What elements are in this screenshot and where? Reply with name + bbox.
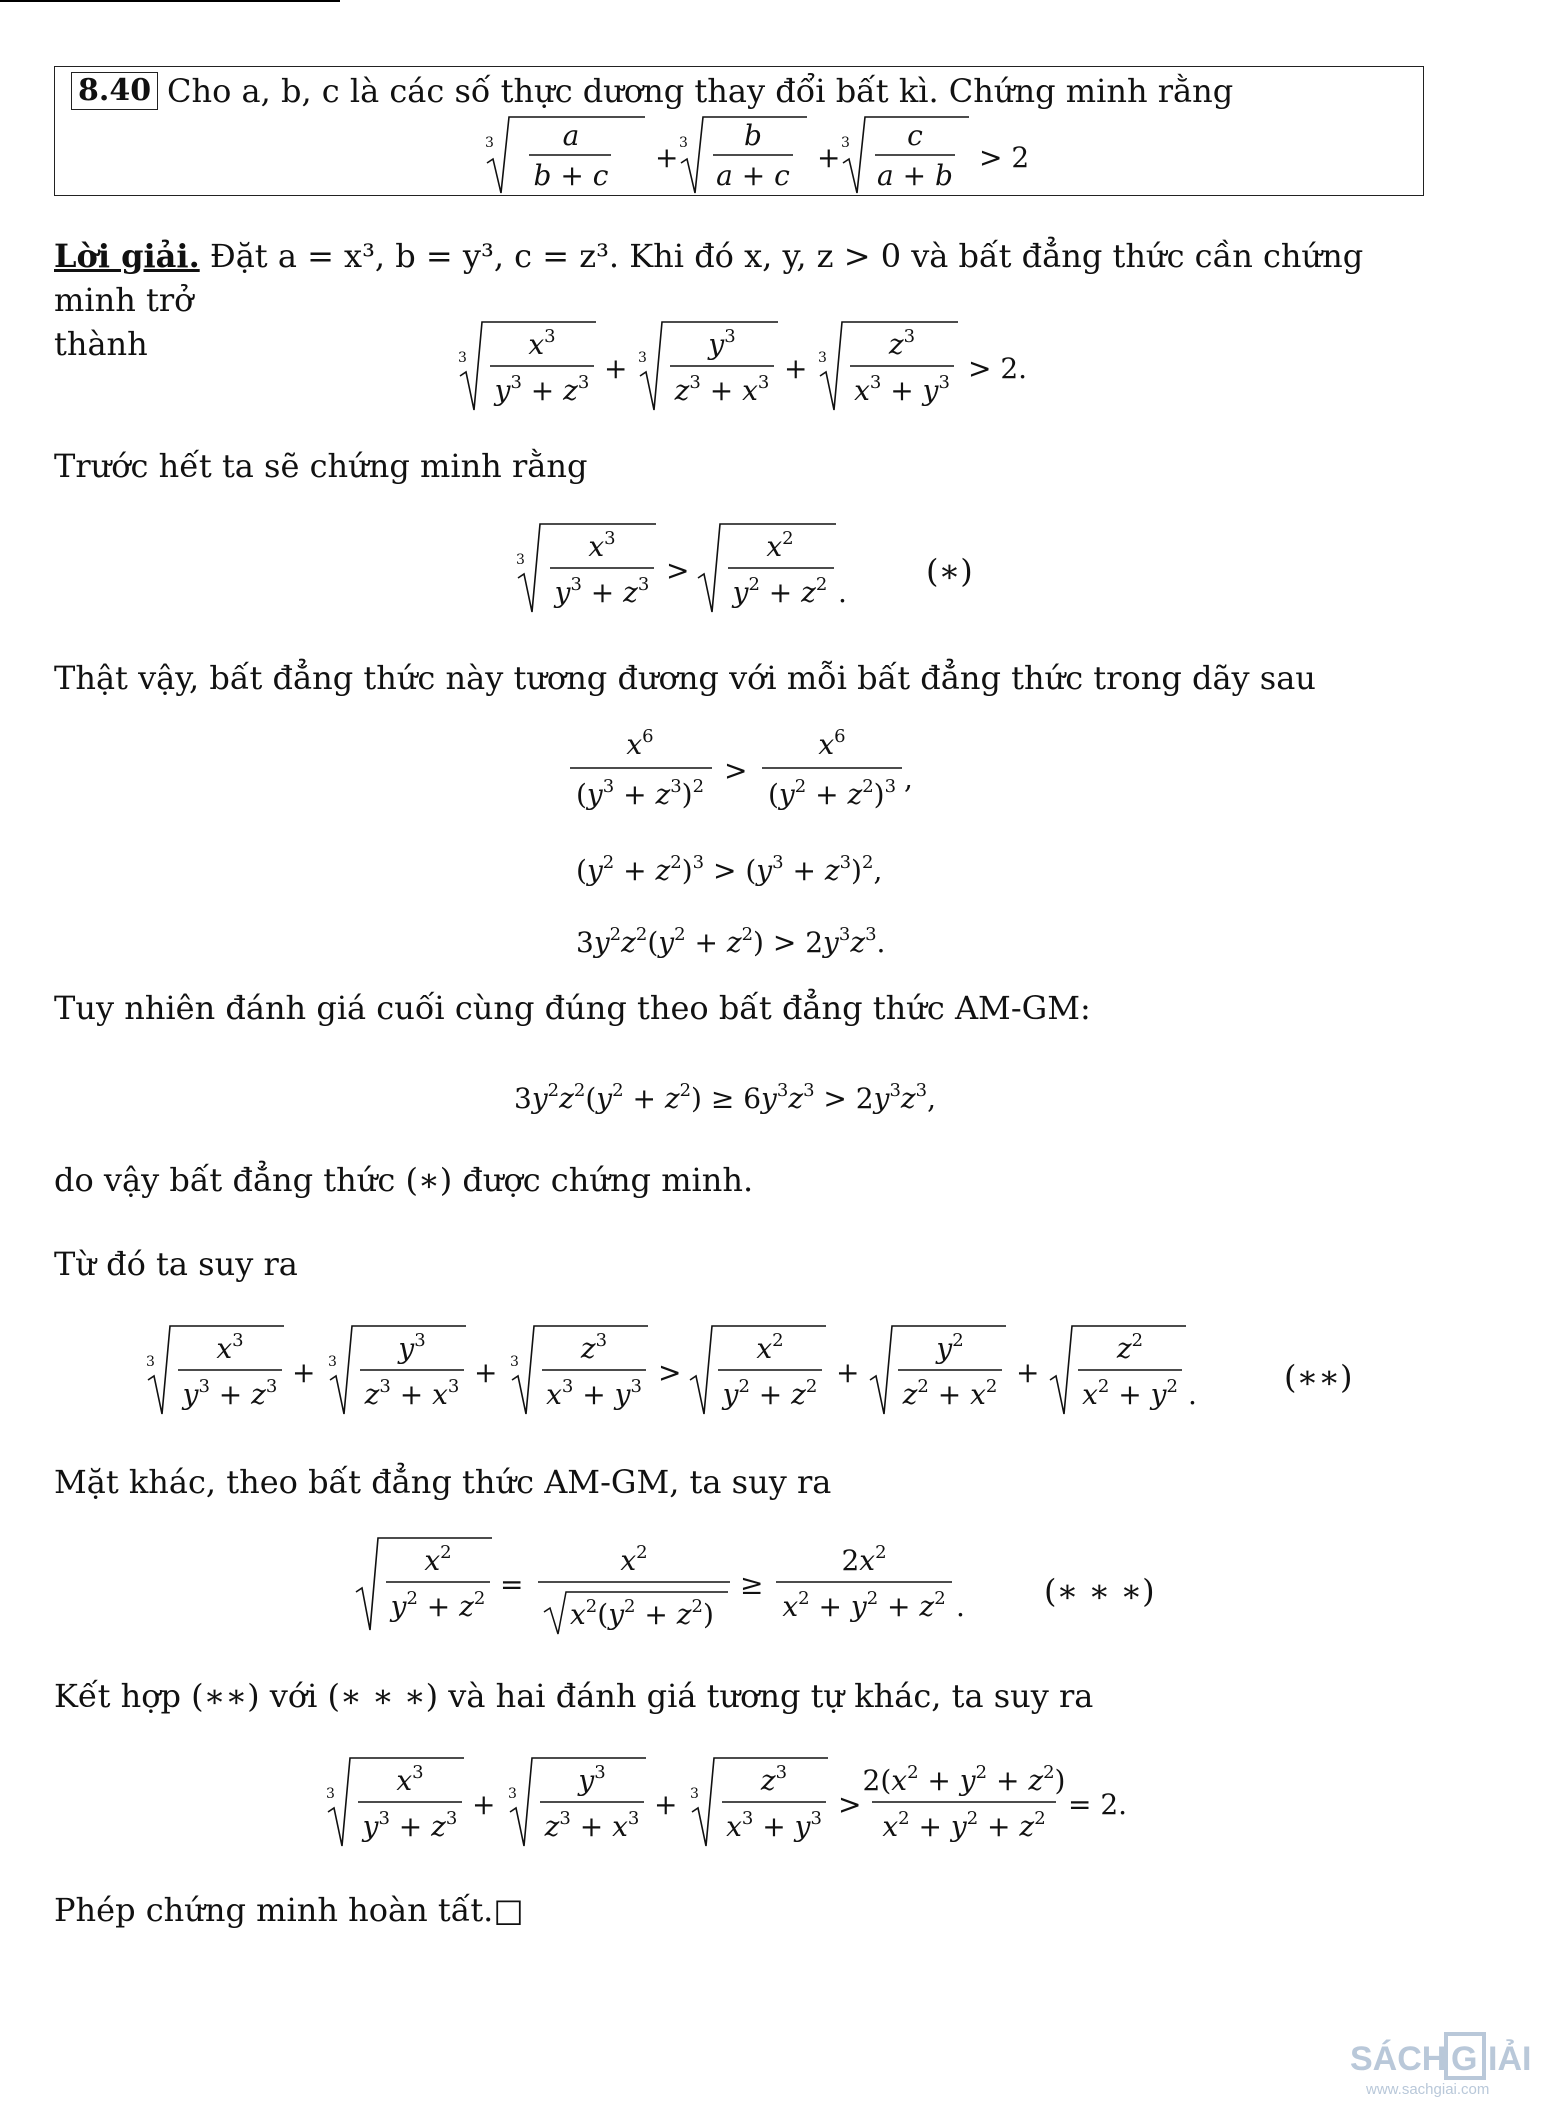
- svg-text:x6: $x^6$: [818, 726, 846, 761]
- svg-text:> 2: > 2: [979, 141, 1030, 174]
- problem-box: [54, 66, 1424, 196]
- svg-text:2x2: $2x^2$: [841, 1542, 887, 1577]
- svg-text:>: >: [658, 1356, 682, 1389]
- svg-text:x3: $x^3$: [216, 1330, 244, 1365]
- svg-text:3: 3: [841, 135, 850, 151]
- svg-text:+: +: [472, 1788, 496, 1821]
- svg-text:3: 3: [458, 350, 467, 366]
- svg-text:z3: $z^3$: [888, 326, 916, 361]
- equation-amgm: [514, 1072, 984, 1122]
- svg-text:b + c: b + c: [533, 159, 609, 192]
- svg-text:3: 3: [690, 1786, 699, 1802]
- svg-text:=: =: [500, 1568, 524, 1601]
- paragraph-other: Mặt khác, theo bất đẳng thức AM-GM, ta suy ra: [54, 1463, 832, 1501]
- tag-star: (∗): [926, 552, 973, 590]
- svg-text:3: 3: [679, 135, 688, 151]
- paragraph-first: Trước hết ta sẽ chứng minh rằng: [54, 447, 588, 485]
- svg-text:3: 3: [485, 135, 494, 151]
- equation-transformed: [458, 318, 1038, 418]
- svg-text:x2: $x^2$: [756, 1330, 784, 1365]
- svg-text:3: 3: [510, 1354, 519, 1370]
- svg-text:y3: $y^3$: [398, 1330, 426, 1365]
- svg-text:+: +: [474, 1356, 498, 1389]
- equation-triple-star: [354, 1534, 974, 1644]
- svg-text:(y3 + z3)2: $(y^3 + z^3)^2$: [575, 776, 705, 811]
- solution-intro-line2: thành: [54, 325, 148, 363]
- paragraph-from: Từ đó ta suy ra: [54, 1245, 298, 1283]
- equation-double-star: [146, 1322, 1206, 1422]
- svg-text:x3: $x^3$: [528, 326, 556, 361]
- svg-text:z2 + x2: $z^2 + x^2$: [902, 1376, 998, 1411]
- svg-text:y3 + z3: $y^3 + z^3$: [182, 1376, 278, 1411]
- problem-formula: [485, 113, 1045, 197]
- svg-text:x2 + y2 + z2: $x^2 + y^2 + z^2$: [782, 1588, 946, 1623]
- svg-text:.: .: [1188, 1378, 1197, 1411]
- svg-text:x2: $x^2$: [766, 528, 794, 563]
- svg-text:z3: $z^3$: [760, 1762, 788, 1797]
- equation-chain: [570, 724, 930, 974]
- paragraph-however: Tuy nhiên đánh giá cuối cùng đúng theo bất đẳng thức AM-GM:: [54, 989, 1091, 1027]
- svg-text:+: +: [655, 141, 679, 174]
- svg-text:x3: $x^3$: [588, 528, 616, 563]
- svg-text:y3: $y^3$: [578, 1762, 606, 1797]
- svg-text:+: +: [784, 352, 808, 385]
- svg-text:y2: $y^2$: [936, 1330, 964, 1365]
- equation-star: [516, 520, 856, 620]
- svg-text:x3: $x^3$: [396, 1762, 424, 1797]
- svg-text:,: ,: [904, 762, 913, 795]
- svg-text:x3 + y3: $x^3 + y^3$: [726, 1808, 822, 1843]
- solution-label: Lời giải.: [54, 237, 200, 275]
- svg-text:= 2.: = 2.: [1068, 1788, 1128, 1821]
- logo-text-left: SÁCH: [1350, 2040, 1447, 2078]
- svg-text:x2: $x^2$: [424, 1542, 452, 1577]
- svg-text:x3 + y3: $x^3 + y^3$: [854, 372, 950, 407]
- svg-text:a + c: a + c: [716, 159, 790, 192]
- paragraph-indeed: Thật vậy, bất đẳng thức này tương đương với mỗi bất đẳng thức trong dãy sau: [54, 659, 1316, 697]
- svg-text:y2 + z2: $y^2 + z^2$: [390, 1588, 486, 1623]
- svg-text:3: 3: [638, 350, 647, 366]
- svg-text:3: 3: [328, 1354, 337, 1370]
- top-rule: [0, 0, 340, 2]
- svg-text:y3 + z3: $y^3 + z^3$: [554, 574, 650, 609]
- svg-text:x6: $x^6$: [626, 726, 654, 761]
- svg-text:+: +: [654, 1788, 678, 1821]
- paragraph-proved: do vậy bất đẳng thức (∗) được chứng minh.: [54, 1161, 754, 1199]
- logo-text-mid: G: [1451, 2040, 1478, 2078]
- svg-text:+: +: [604, 352, 628, 385]
- logo-url: www.sachgiai.com: [1366, 2081, 1490, 2098]
- svg-text:b: b: [744, 119, 762, 152]
- svg-text:z3 + x3: $z^3 + x^3$: [544, 1808, 640, 1843]
- svg-text:+: +: [292, 1356, 316, 1389]
- svg-text:a + b: a + b: [877, 159, 953, 192]
- svg-text:z2: $z^2$: [1116, 1330, 1144, 1365]
- svg-text:.: .: [956, 1590, 965, 1623]
- sachgiai-logo: [1340, 2020, 1560, 2100]
- svg-text:3: 3: [516, 552, 525, 568]
- tag-double-star: (∗∗): [1284, 1358, 1353, 1396]
- svg-text:3: 3: [326, 1786, 335, 1802]
- svg-text:a: a: [562, 119, 580, 152]
- svg-text:2(x2 + y2 + z2): $2(x^2 + y^2 + z^2)$: [862, 1762, 1066, 1797]
- svg-text:3y2z2(y2 + z2) ≥ 6y3z3 > 2y3z3: $3y^2z^2(y^2 + z^2) \ge 6y^3z^3 > 2y^3z^3$,: [514, 1080, 937, 1115]
- svg-text:x2(y2 + z2): $x^2(y^2 + z^2)$: [570, 1596, 714, 1631]
- svg-text:x2: $x^2$: [620, 1542, 648, 1577]
- svg-text:≥: ≥: [740, 1568, 764, 1601]
- svg-text:3: 3: [818, 350, 827, 366]
- svg-text:z3 + x3: $z^3 + x^3$: [674, 372, 770, 407]
- svg-text:>: >: [666, 554, 690, 587]
- svg-text:y2 + z2: $y^2 + z^2$: [732, 574, 828, 609]
- svg-text:z3 + x3: $z^3 + x^3$: [364, 1376, 460, 1411]
- svg-text:>: >: [838, 1788, 862, 1821]
- svg-text:.: .: [838, 576, 847, 609]
- svg-text:+: +: [817, 141, 841, 174]
- svg-text:3: 3: [508, 1786, 517, 1802]
- logo-text-right: IẢI: [1488, 2040, 1532, 2078]
- svg-text:z3: $z^3$: [580, 1330, 608, 1365]
- svg-text:y3 + z3: $y^3 + z^3$: [494, 372, 590, 407]
- svg-text:+: +: [1016, 1356, 1040, 1389]
- paragraph-combine: Kết hợp (∗∗) với (∗ ∗ ∗) và hai đánh giá tương tự khác, ta suy ra: [54, 1677, 1094, 1715]
- svg-text:y3: $y^3$: [708, 326, 736, 361]
- svg-text:+: +: [836, 1356, 860, 1389]
- svg-text:> 2.: > 2.: [968, 352, 1028, 385]
- svg-text:x2 + y2 + z2: $x^2 + y^2 + z^2$: [882, 1808, 1046, 1843]
- svg-text:>: >: [724, 754, 748, 787]
- svg-text:x2 + y2: $x^2 + y^2$: [1082, 1376, 1178, 1411]
- svg-text:c: c: [907, 119, 923, 152]
- svg-text:(y2 + z2)3 > (y3 + z3)2,: $(y^2 + z^2)^3 > (y^3 + z^3)^2$,: [576, 852, 883, 887]
- paragraph-end: Phép chứng minh hoàn tất.□: [54, 1891, 524, 1929]
- svg-text:y3 + z3: $y^3 + z^3$: [362, 1808, 458, 1843]
- svg-text:y2 + z2: $y^2 + z^2$: [722, 1376, 818, 1411]
- solution-intro-line1: Đặt a = x³, b = y³, c = z³. Khi đó x, y, z > 0 và bất đẳng thức cần chứng minh trở: [54, 237, 1364, 319]
- svg-text:x3 + y3: $x^3 + y^3$: [546, 1376, 642, 1411]
- svg-text:3: 3: [146, 1354, 155, 1370]
- problem-number: 8.40: [71, 72, 158, 110]
- equation-final: [326, 1754, 1186, 1854]
- svg-text:3y2z2(y2 + z2) > 2y3z3.: $3y^2z^2(y^2 + z^2) > 2y^3z^3$.: [576, 924, 886, 959]
- tag-triple-star: (∗ ∗ ∗): [1044, 1572, 1155, 1610]
- svg-text:(y2 + z2)3: $(y^2 + z^2)^3$: [767, 776, 897, 811]
- problem-statement: Cho a, b, c là các số thực dương thay đổi bất kì. Chứng minh rằng: [167, 72, 1234, 110]
